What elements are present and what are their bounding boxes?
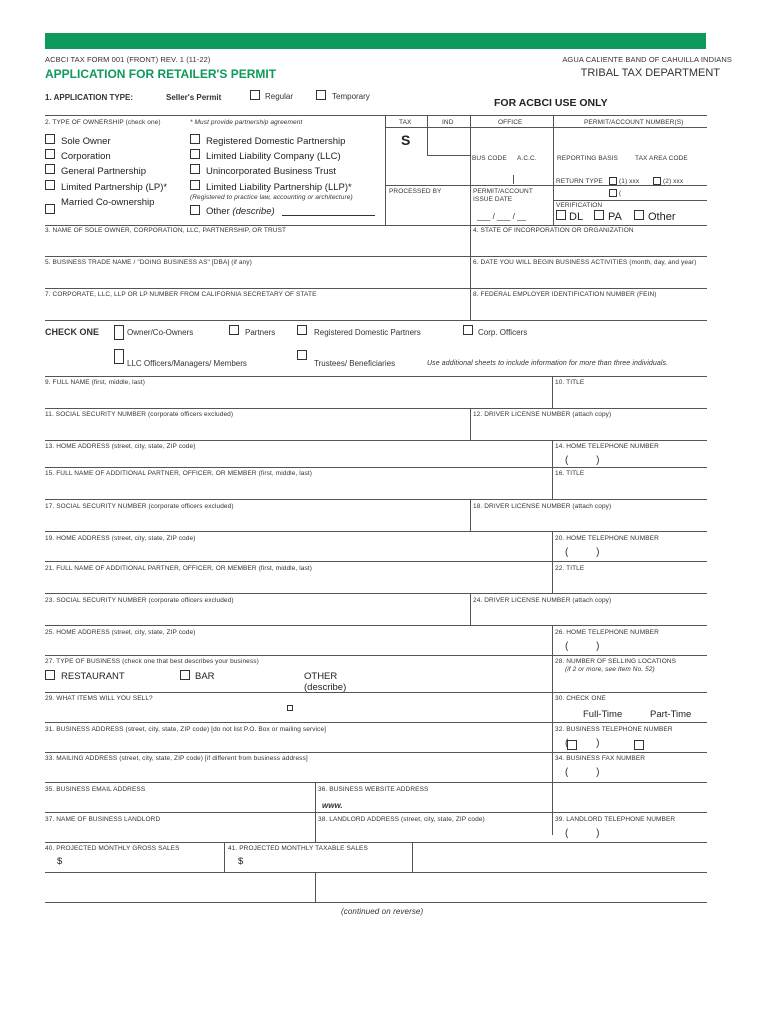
field-25-label: 25. HOME ADDRESS (street, city, state, ZIP code) [45,629,196,636]
temporary-label: Temporary [332,92,370,101]
s-mark: S [401,132,411,148]
field-10-input[interactable] [554,388,707,407]
corp-officers-checkbox[interactable] [463,325,473,335]
org-name: AGUA CALIENTE BAND OF CAHUILLA INDIANS [562,55,732,64]
field-5-label: 5. BUSINESS TRADE NAME / "DOING BUSINESS AS" [DBA] (if any) [45,259,252,266]
field-14-label: 14. HOME TELEPHONE NUMBER [555,443,659,450]
corporation-checkbox[interactable] [45,149,55,159]
partners-label: Partners [245,328,276,337]
other-describe-label: (describe) [232,206,275,217]
llc-label: Limited Liability Company (LLC) [206,151,341,162]
field-20-phone[interactable]: ( ) [565,547,600,558]
sole-owner-checkbox[interactable] [45,134,55,144]
field-39-phone[interactable]: ( ) [565,828,600,839]
field-12-label: 12. DRIVER LICENSE NUMBER (attach copy) [473,411,612,418]
bus-code-label: BUS CODE [472,155,507,162]
llp-label: Limited Liability Partnership (LLP)* [206,182,352,193]
field-38-label: 38. LANDLORD ADDRESS (street, city, state, ZIP code) [318,816,485,823]
return-1-label: (1) xxx [619,178,640,185]
field-19-label: 19. HOME ADDRESS (street, city, state, ZIP code) [45,535,196,542]
part-time-checkbox[interactable] [634,740,644,750]
limited-partnership-label: Limited Partnership (LP)* [61,182,168,193]
field-29-input[interactable] [45,703,550,721]
permit-issue-label: PERMIT/ACCOUNT [473,188,533,195]
corp-officers-label: Corp. Officers [478,328,528,337]
dl-checkbox[interactable] [556,210,566,220]
trustees-checkbox[interactable] [297,350,307,360]
field-36-label: 36. BUSINESS WEBSITE ADDRESS [318,786,429,793]
regular-checkbox[interactable] [250,90,260,100]
general-partnership-label: General Partnership [61,166,147,177]
gross-sales-dollar: $ [57,856,63,867]
field-23-label: 23. SOCIAL SECURITY NUMBER (corporate officers excluded) [45,597,234,604]
llp-checkbox[interactable] [190,180,200,190]
bar-checkbox[interactable] [180,670,190,680]
field-5-input[interactable] [45,267,469,287]
field-31-label: 31. BUSINESS ADDRESS (street, city, state, ZIP code) [do not list P.O. Box or mailing service] [45,726,327,733]
ownership-note: * Must provide partnership agreement [190,119,303,126]
field-41-label: 41. PROJECTED MONTHLY TAXABLE SALES [228,845,368,852]
field-3-input[interactable] [45,235,469,255]
website-prefix: www. [322,801,343,810]
dl-label: DL [569,211,584,223]
field-6-label: 6. DATE YOU WILL BEGIN BUSINESS ACTIVITIES (month, day, and year) [473,259,697,266]
llc-officers-checkbox[interactable] [114,349,124,364]
field-17-label: 17. SOCIAL SECURITY NUMBER (corporate officers excluded) [45,503,234,510]
reg-domestic-partnership-checkbox[interactable] [190,134,200,144]
other-label: Other [206,206,230,217]
restaurant-checkbox[interactable] [45,670,55,680]
office-header: OFFICE [498,119,523,126]
field-8-input[interactable] [472,299,707,319]
processed-by-label: PROCESSED BY [389,188,442,195]
other-ownership-label [206,206,275,217]
continued-note: (continued on reverse) [341,907,424,916]
verification-label: VERIFICATION [556,202,603,209]
field-13-label: 13. HOME ADDRESS (street, city, state, ZIP code) [45,443,196,450]
field-34-label: 34. BUSINESS FAX NUMBER [555,755,646,762]
field-9-input[interactable] [45,388,550,407]
reg-dom-partners-label: Registered Domestic Partners [314,328,421,337]
tax-header: TAX [399,119,412,126]
return-3-label: ( [619,190,622,197]
business-trust-checkbox[interactable] [190,164,200,174]
owner-checkbox[interactable] [114,325,124,340]
other-ownership-checkbox[interactable] [190,205,200,215]
field-6-input[interactable] [472,267,707,287]
field-30-label: 30. CHECK ONE [555,695,606,702]
sellers-permit-label: Seller's Permit [166,93,222,102]
partners-checkbox[interactable] [229,325,239,335]
field-21-label: 21. FULL NAME OF ADDITIONAL PARTNER, OFFICER, OR MEMBER (first, middle, last) [45,565,313,572]
pa-label: PA [608,211,622,223]
reporting-basis-label: REPORTING BASIS [557,155,618,162]
field-4-label: 4. STATE OF INCORPORATION OR ORGANIZATION [473,227,634,234]
owner-label: Owner/Co-Owners [127,328,194,337]
llc-checkbox[interactable] [190,149,200,159]
tax-area-code-label: TAX AREA CODE [635,155,688,162]
form-id: ACBCI TAX FORM 001 (FRONT) REV. 1 (11-22) [45,55,211,64]
field-28-note: (if 2 or more, see Item No. 52) [565,666,655,673]
field-16-label: 16. TITLE [555,470,585,477]
field-18-label: 18. DRIVER LICENSE NUMBER (attach copy) [473,503,612,510]
field-17-input[interactable] [45,512,469,530]
check-one-label: CHECK ONE [45,327,100,337]
business-describe-label: (describe) [304,682,347,693]
field-39-label: 39. LANDLORD TELEPHONE NUMBER [555,816,676,823]
field-33-label: 33. MAILING ADDRESS (street, city, state, ZIP code) [if different from business address] [45,755,308,762]
app-type-label: 1. APPLICATION TYPE: [45,93,134,102]
field-37-label: 37. NAME OF BUSINESS LANDLORD [45,816,161,823]
married-coownership-label: Married Co-ownership [61,197,155,208]
business-other-label: OTHER [304,671,338,682]
header-bar [45,33,706,49]
field-10-label: 10. TITLE [555,379,585,386]
taxable-sales-dollar: $ [238,856,244,867]
llc-officers-label: LLC Officers/Managers/ Members [127,359,247,368]
return-type-label: RETURN TYPE [556,178,603,185]
field-20-label: 20. HOME TELEPHONE NUMBER [555,535,659,542]
ownership-label: 2. TYPE OF OWNERSHIP (check one) [45,119,161,126]
field-4-input[interactable] [472,235,707,255]
field-11-input[interactable] [45,420,469,439]
department: TRIBAL TAX DEPARTMENT [580,67,720,79]
issue-date-blank[interactable]: ___ / ___ / __ [477,212,526,221]
return-2-checkbox[interactable] [653,177,661,185]
sole-owner-label: Sole Owner [61,136,111,147]
field-12-input[interactable] [472,420,707,439]
return-3-checkbox[interactable] [609,189,617,197]
field-29-label: 29. WHAT ITEMS WILL YOU SELL? [45,695,153,702]
check-one-note: Use additional sheets to include information for more than three individuals. [427,360,669,367]
acc-label: A.C.C. [517,155,537,162]
trustees-label: Trustees/ Beneficiaries [314,359,396,368]
pa-checkbox[interactable] [594,210,604,220]
ind-header: IND [442,119,454,126]
field-35-label: 35. BUSINESS EMAIL ADDRESS [45,786,146,793]
verification-other-checkbox[interactable] [634,210,644,220]
field-24-label: 24. DRIVER LICENSE NUMBER (attach copy) [473,597,612,604]
corporation-label: Corporation [61,151,111,162]
reg-dom-partners-checkbox[interactable] [297,325,307,335]
other-describe-line[interactable] [282,215,375,216]
field-15-label: 15. FULL NAME OF ADDITIONAL PARTNER, OFFICER, OR MEMBER (first, middle, last) [45,470,313,477]
field-40-label: 40. PROJECTED MONTHLY GROSS SALES [45,845,180,852]
field-34-phone[interactable]: ( ) [565,767,600,778]
field-14-phone[interactable]: ( ) [565,455,600,466]
field-15-input[interactable] [45,478,550,498]
field-26-phone[interactable]: ( ) [565,641,600,652]
temporary-checkbox[interactable] [316,90,326,100]
limited-partnership-checkbox[interactable] [45,180,55,190]
regular-label: Regular [265,92,294,101]
bar-label: BAR [195,671,215,682]
general-partnership-checkbox[interactable] [45,164,55,174]
field-8-label: 8. FEDERAL EMPLOYER IDENTIFICATION NUMBER (FEIN) [473,291,657,298]
field-7-input[interactable] [45,299,469,319]
return-2-label: (2) xxx [663,178,684,185]
field-32-phone[interactable]: ( ) [565,738,600,749]
married-coownership-checkbox[interactable] [45,204,55,214]
return-1-checkbox[interactable] [609,177,617,185]
items-checkbox[interactable] [287,705,293,711]
field-32-label: 32. BUSINESS TELEPHONE NUMBER [555,726,673,733]
form-title: APPLICATION FOR RETAILER'S PERMIT [45,67,277,81]
full-time-label: Full-Time [583,709,623,720]
field-27-label: 27. TYPE OF BUSINESS (check one that best describes your business) [45,658,259,665]
field-7-label: 7. CORPORATE, LLC, LLP OR LP NUMBER FROM CALIFORNIA SECRETARY OF STATE [45,291,317,298]
issue-date-label: ISSUE DATE [473,196,513,203]
field-11-label: 11. SOCIAL SECURITY NUMBER (corporate officers excluded) [45,411,234,418]
restaurant-label: RESTAURANT [61,671,125,682]
field-28-label: 28. NUMBER OF SELLING LOCATIONS [555,658,677,665]
business-trust-label: Unincorporated Business Trust [206,166,336,177]
field-9-label: 9. FULL NAME (first, middle, last) [45,379,145,386]
field-3-label: 3. NAME OF SOLE OWNER, CORPORATION, LLC, PARTNERSHIP, OR TRUST [45,227,287,234]
verification-other-label: Other [648,211,676,223]
field-22-label: 22. TITLE [555,565,585,572]
permit-account-header: PERMIT/ACCOUNT NUMBER(S) [584,119,684,126]
llp-note: (Registered to practice law, accounting or architecture) [190,194,353,201]
reg-domestic-partnership-label: Registered Domestic Partnership [206,136,346,147]
office-use-title: FOR ACBCI USE ONLY [494,97,608,109]
part-time-label: Part-Time [650,709,692,720]
field-26-label: 26. HOME TELEPHONE NUMBER [555,629,659,636]
